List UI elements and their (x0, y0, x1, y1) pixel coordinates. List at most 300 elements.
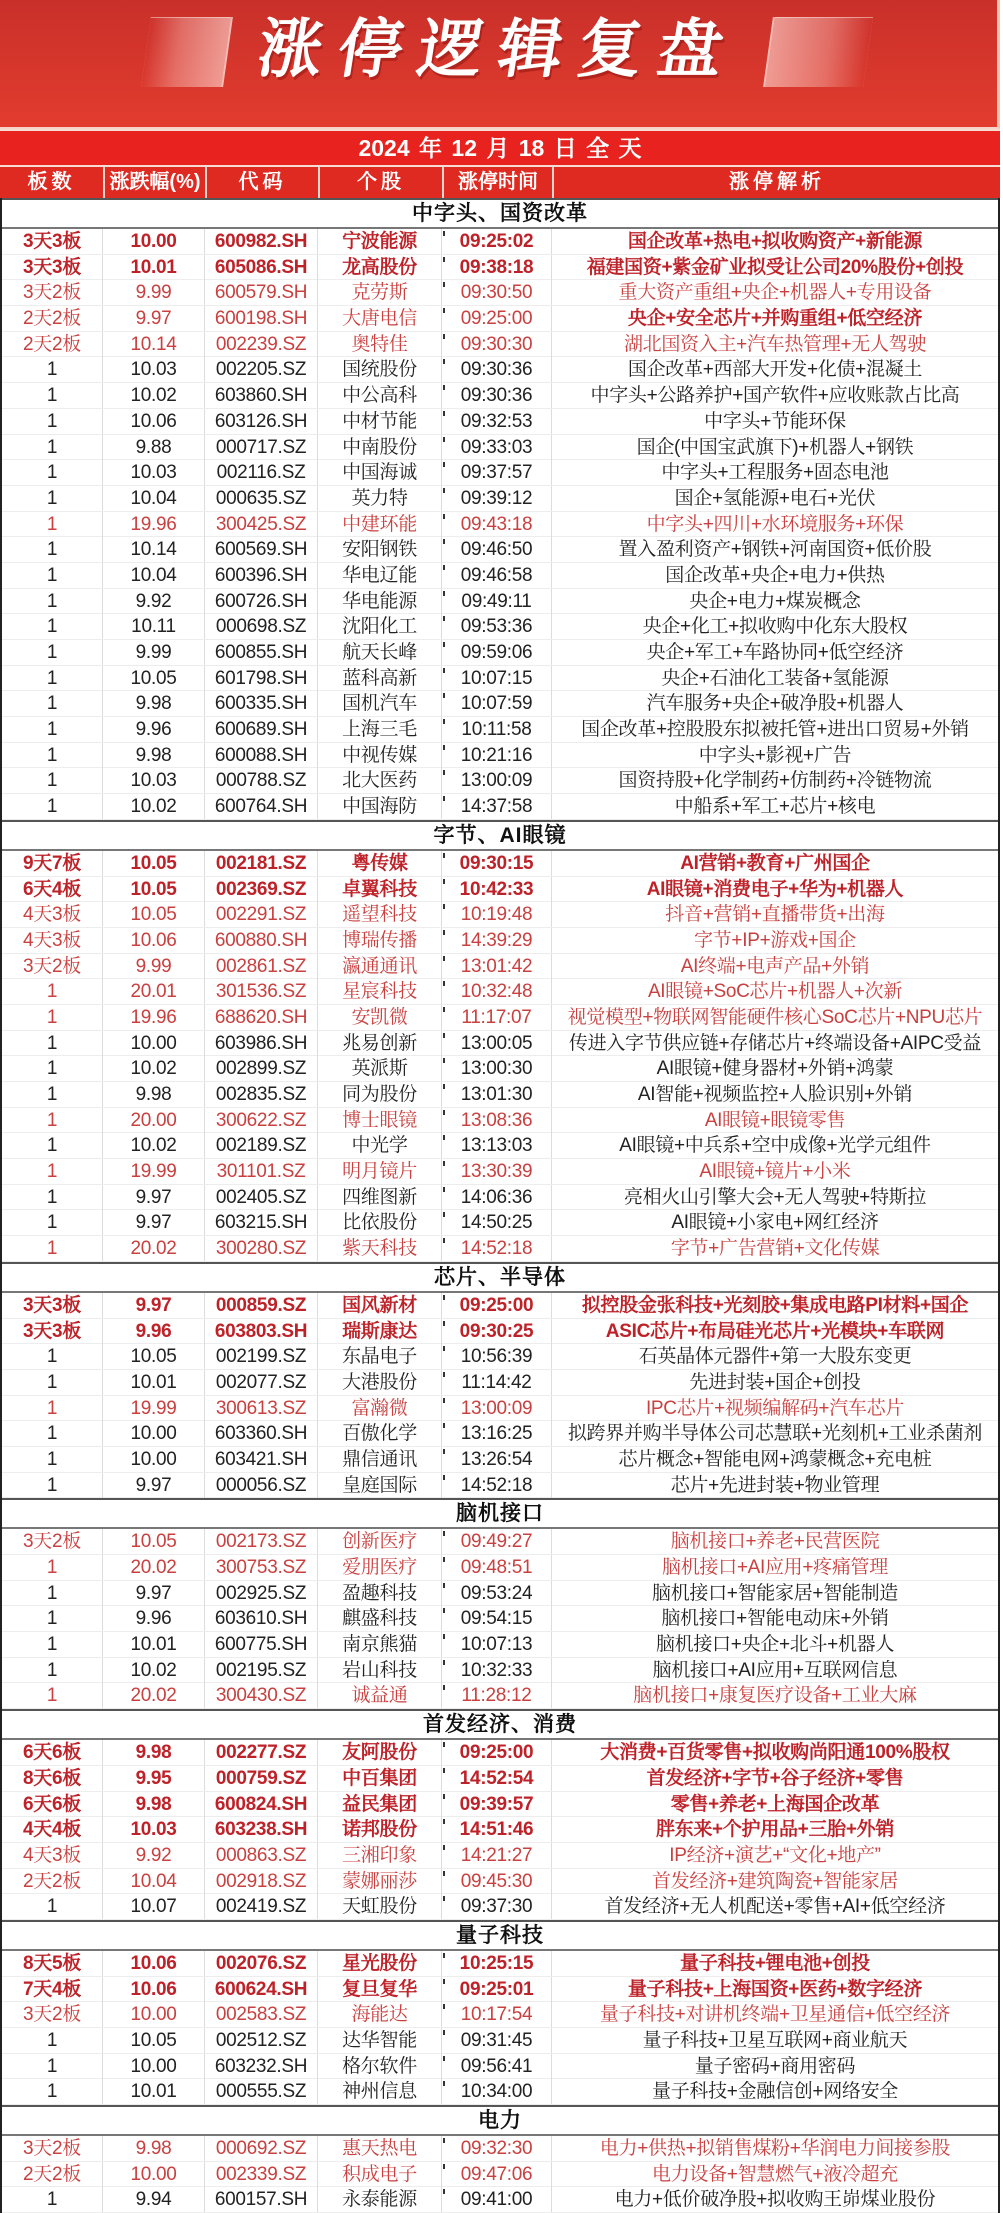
limit-up-analysis-cell: 首发经济+建筑陶瓷+智能家居 (652, 1870, 898, 1892)
page-title: 涨停逻辑复盘 (252, 13, 745, 87)
stock-row (2, 1210, 998, 1236)
change-percent-cell: 10.01 (103, 2079, 205, 2104)
limit-up-time-cell: 13:00:30 (442, 1056, 552, 1081)
limit-up-time-cell: 14:39:29 (442, 928, 552, 953)
limit-up-analysis-cell: 抖音+营销+直播带货+出海 (665, 904, 885, 926)
stock-name-cell: 中光学 (318, 1133, 442, 1158)
limit-up-time-cell: 09:30:30 (442, 332, 552, 357)
limit-up-analysis-cell: 国企改革+控股股东拟被托管+进出口贸易+外销 (581, 719, 969, 741)
stock-code-cell: 605086.SH (205, 255, 318, 280)
limit-up-time-cell: 14:51:46 (442, 1817, 552, 1842)
limit-up-time-cell: 09:25:01 (442, 1977, 552, 2002)
limit-up-time-cell: 11:28:12 (442, 1683, 552, 1708)
stock-code-cell: 000759.SZ (205, 1766, 318, 1791)
change-percent-cell: 10.06 (103, 1977, 205, 2002)
stock-row (2, 1658, 998, 1684)
change-percent-cell: 20.02 (103, 1683, 205, 1708)
limit-up-analysis-cell: 量子科技+卫星互联网+商业航天 (642, 2030, 908, 2051)
stock-code-cell: 002339.SZ (205, 2162, 318, 2187)
change-percent-cell: 9.97 (103, 1185, 205, 1210)
limit-up-time-cell: 13:16:25 (442, 1421, 552, 1446)
change-percent-cell: 10.03 (103, 1817, 205, 1842)
board-count-cell: 3天3板 (2, 229, 103, 254)
board-count-cell: 3天3板 (2, 255, 103, 280)
limit-up-analysis-cell: 字节+广告营销+文化传媒 (670, 1238, 880, 1260)
limit-up-analysis-cell: 国资持股+化学制药+仿制药+冷链物流 (618, 770, 932, 792)
limit-up-time-cell: 09:38:18 (442, 255, 552, 280)
stock-name-cell: 航天长峰 (318, 640, 442, 665)
change-percent-cell: 10.06 (103, 409, 205, 434)
change-percent-cell: 9.94 (103, 2187, 205, 2212)
stock-name-cell: 同为股份 (318, 1082, 442, 1107)
stock-row (2, 1082, 998, 1108)
sector-title: 芯片、半导体 (2, 1262, 998, 1293)
stock-row (2, 409, 998, 435)
stock-code-cell: 600088.SH (205, 743, 318, 768)
change-percent-cell: 9.98 (103, 1082, 205, 1107)
limit-up-time-cell: 09:25:02 (442, 229, 552, 254)
stock-code-cell: 000555.SZ (205, 2079, 318, 2104)
stock-name-cell: 南京熊猫 (318, 1632, 442, 1657)
change-percent-cell: 19.96 (103, 512, 205, 537)
change-percent-cell: 9.96 (103, 1319, 205, 1344)
stock-name-cell: 国统股份 (318, 357, 442, 382)
limit-up-time-cell: 13:08:36 (442, 1108, 552, 1133)
stock-code-cell: 000717.SZ (205, 435, 318, 460)
change-percent-cell: 10.05 (103, 2028, 205, 2053)
limit-up-time-cell: 10:21:16 (442, 743, 552, 768)
stock-row (2, 460, 998, 486)
stock-row (2, 1766, 998, 1792)
board-count-cell: 1 (2, 1581, 103, 1606)
stock-code-cell: 000788.SZ (205, 768, 318, 793)
limit-up-time-cell: 14:50:25 (442, 1210, 552, 1235)
stock-name-cell: 上海三毛 (318, 717, 442, 742)
limit-up-analysis-cell: 置入盈利资产+钢铁+河南国资+低价股 (618, 539, 932, 561)
column-header-board: 板数 (0, 167, 103, 198)
board-count-cell: 7天4板 (2, 1977, 103, 2002)
limit-up-analysis-cell: 传进入字节供应链+存储芯片+终端设备+AIPC受益 (568, 1032, 982, 1054)
change-percent-cell: 10.00 (103, 2162, 205, 2187)
limit-up-time-cell: 09:30:50 (442, 280, 552, 305)
limit-up-analysis-cell: 石英晶体元器件+第一大股东变更 (638, 1346, 912, 1368)
stock-row (2, 979, 998, 1005)
stock-row (2, 1108, 998, 1134)
board-count-cell: 1 (2, 1555, 103, 1580)
board-count-cell: 1 (2, 1005, 103, 1030)
limit-up-time-cell: 09:32:53 (442, 409, 552, 434)
limit-up-time-cell: 09:47:06 (442, 2162, 552, 2187)
board-count-cell: 1 (2, 1082, 103, 1107)
stock-code-cell: 002205.SZ (205, 357, 318, 382)
limit-up-analysis-cell: 央企+石油化工装备+氢能源 (661, 667, 889, 689)
board-count-cell: 1 (2, 717, 103, 742)
limit-up-time-cell: 13:26:54 (442, 1447, 552, 1472)
sector-title: 量子科技 (2, 1920, 998, 1951)
stock-code-cell: 300425.SZ (205, 512, 318, 537)
stock-row (2, 1792, 998, 1818)
stock-code-cell: 688620.SH (205, 1005, 318, 1030)
change-percent-cell: 19.99 (103, 1159, 205, 1184)
limit-up-time-cell: 09:30:15 (442, 851, 552, 876)
stock-name-cell: 达华智能 (318, 2028, 442, 2053)
change-percent-cell: 10.02 (103, 383, 205, 408)
limit-up-time-cell: 10:07:15 (442, 666, 552, 691)
stock-name-cell: 爱朋医疗 (318, 1555, 442, 1580)
limit-up-time-cell: 13:00:09 (442, 768, 552, 793)
stock-row (2, 306, 998, 332)
stock-code-cell: 002925.SZ (205, 1581, 318, 1606)
stock-name-cell: 瑞斯康达 (318, 1319, 442, 1344)
stock-row (2, 512, 998, 538)
board-count-cell: 1 (2, 1606, 103, 1631)
stock-name-cell: 富瀚微 (318, 1396, 442, 1421)
limit-up-analysis-cell: AI眼镜+健身器材+外销+鸿蒙 (656, 1058, 894, 1080)
limit-up-time-cell: 09:25:00 (442, 306, 552, 331)
stock-code-cell: 002918.SZ (205, 1869, 318, 1894)
stock-code-cell: 600880.SH (205, 928, 318, 953)
change-percent-cell: 10.01 (103, 255, 205, 280)
board-count-cell: 1 (2, 1370, 103, 1395)
stock-code-cell: 002405.SZ (205, 1185, 318, 1210)
change-percent-cell: 10.02 (103, 1056, 205, 1081)
stock-name-cell: 明月镜片 (318, 1159, 442, 1184)
sector-section (2, 820, 998, 1262)
stock-name-cell: 神州信息 (318, 2079, 442, 2104)
limit-up-analysis-cell: 芯片概念+智能电网+鸿蒙概念+充电桩 (618, 1448, 932, 1470)
limit-up-analysis-cell: 电力+供热+拟销售煤粉+华润电力间接参股 (599, 2138, 951, 2160)
board-count-cell: 4天3板 (2, 1843, 103, 1868)
stock-name-cell: 博士眼镜 (318, 1108, 442, 1133)
limit-up-time-cell: 13:30:39 (442, 1159, 552, 1184)
stock-code-cell: 600775.SH (205, 1632, 318, 1657)
stock-row (2, 1951, 998, 1977)
board-count-cell: 1 (2, 1056, 103, 1081)
board-count-cell: 2天2板 (2, 2162, 103, 2187)
limit-up-time-cell: 09:39:57 (442, 1792, 552, 1817)
limit-up-analysis-cell: 量子科技+锂电池+创投 (680, 1952, 870, 1974)
board-count-cell: 1 (2, 435, 103, 460)
board-count-cell: 3天3板 (2, 1319, 103, 1344)
stock-row (2, 1581, 998, 1607)
board-count-cell: 1 (2, 1658, 103, 1683)
change-percent-cell: 9.98 (103, 743, 205, 768)
stock-row (2, 229, 998, 255)
limit-up-analysis-cell: ASIC芯片+布局硅光芯片+光模块+车联网 (605, 1320, 945, 1342)
stock-name-cell: 永泰能源 (318, 2187, 442, 2212)
stock-code-cell: 603126.SH (205, 409, 318, 434)
banner-decoration-right (763, 17, 873, 87)
board-count-cell: 3天2板 (2, 1529, 103, 1554)
stock-name-cell: 卓翼科技 (318, 877, 442, 902)
stock-row (2, 768, 998, 794)
stock-name-cell: 紫天科技 (318, 1236, 442, 1261)
stock-code-cell: 603238.SH (205, 1817, 318, 1842)
stock-row (2, 1421, 998, 1447)
board-count-cell: 4天4板 (2, 1817, 103, 1842)
table-header (0, 165, 1000, 198)
stock-name-cell: 友阿股份 (318, 1740, 442, 1765)
stock-name-cell: 奥特佳 (318, 332, 442, 357)
board-count-cell: 3天2板 (2, 954, 103, 979)
stock-row (2, 1606, 998, 1632)
limit-up-analysis-cell: 电力设备+智慧燃气+液冷超充 (652, 2163, 898, 2185)
change-percent-cell: 9.98 (103, 2136, 205, 2161)
board-count-cell: 1 (2, 1108, 103, 1133)
stock-row (2, 666, 998, 692)
stock-code-cell: 600396.SH (205, 563, 318, 588)
column-header-analysis: 涨停解析 (552, 167, 1000, 198)
stock-name-cell: 华电能源 (318, 589, 442, 614)
stock-name-cell: 三湘印象 (318, 1843, 442, 1868)
stock-code-cell: 000692.SZ (205, 2136, 318, 2161)
sector-title: 字节、AI眼镜 (2, 820, 998, 851)
board-count-cell: 1 (2, 486, 103, 511)
stock-name-cell: 海能达 (318, 2002, 442, 2027)
change-percent-cell: 10.05 (103, 877, 205, 902)
board-count-cell: 1 (2, 640, 103, 665)
stock-code-cell: 002861.SZ (205, 954, 318, 979)
limit-up-time-cell: 13:00:09 (442, 1396, 552, 1421)
stock-row (2, 640, 998, 666)
change-percent-cell: 10.00 (103, 1421, 205, 1446)
change-percent-cell: 10.05 (103, 1529, 205, 1554)
stock-row (2, 1293, 998, 1319)
stock-name-cell: 益民集团 (318, 1792, 442, 1817)
limit-up-time-cell: 11:17:07 (442, 1005, 552, 1030)
stock-row (2, 1031, 998, 1057)
stock-code-cell: 603215.SH (205, 1210, 318, 1235)
limit-up-analysis-cell: AI眼镜+小家电+网红经济 (671, 1212, 879, 1234)
stock-name-cell: 中建环能 (318, 512, 442, 537)
board-count-cell: 1 (2, 460, 103, 485)
stock-code-cell: 002199.SZ (205, 1344, 318, 1369)
stock-code-cell: 002277.SZ (205, 1740, 318, 1765)
stock-name-cell: 瀛通通讯 (318, 954, 442, 979)
stock-code-cell: 600824.SH (205, 1792, 318, 1817)
board-count-cell: 2天2板 (2, 1869, 103, 1894)
limit-up-analysis-cell: 零售+养老+上海国企改革 (670, 1793, 880, 1815)
stock-row (2, 743, 998, 769)
change-percent-cell: 10.02 (103, 794, 205, 819)
stock-row (2, 1473, 998, 1499)
limit-up-time-cell: 14:52:18 (442, 1236, 552, 1261)
stock-code-cell: 300280.SZ (205, 1236, 318, 1261)
board-count-cell: 1 (2, 2054, 103, 2079)
change-percent-cell: 20.00 (103, 1108, 205, 1133)
stock-code-cell: 600335.SH (205, 691, 318, 716)
change-percent-cell: 9.92 (103, 1843, 205, 1868)
change-percent-cell: 10.04 (103, 1869, 205, 1894)
limit-up-time-cell: 09:37:57 (442, 460, 552, 485)
change-percent-cell: 10.03 (103, 357, 205, 382)
sector-section (2, 1262, 998, 1499)
change-percent-cell: 10.00 (103, 2054, 205, 2079)
stock-code-cell: 301536.SZ (205, 979, 318, 1004)
board-count-cell: 1 (2, 768, 103, 793)
board-count-cell: 4天3板 (2, 928, 103, 953)
board-count-cell: 1 (2, 1447, 103, 1472)
limit-up-time-cell: 09:53:24 (442, 1581, 552, 1606)
stock-name-cell: 英力特 (318, 486, 442, 511)
limit-up-time-cell: 10:11:58 (442, 717, 552, 742)
limit-up-analysis-cell: 拟控股金张科技+光刻胶+集成电路PI材料+国企 (581, 1294, 969, 1316)
stock-row (2, 357, 998, 383)
limit-up-time-cell: 09:43:18 (442, 512, 552, 537)
limit-up-analysis-cell: 芯片+先进封装+物业管理 (670, 1474, 880, 1496)
stock-row (2, 1159, 998, 1185)
stock-code-cell: 002835.SZ (205, 1082, 318, 1107)
limit-up-time-cell: 10:32:33 (442, 1658, 552, 1683)
board-count-cell: 8天5板 (2, 1951, 103, 1976)
limit-up-analysis-cell: 量子密码+商用密码 (694, 2055, 856, 2077)
stock-row (2, 1843, 998, 1869)
board-count-cell: 2天2板 (2, 306, 103, 331)
stock-name-cell: 中国海防 (318, 794, 442, 819)
stock-row (2, 1817, 998, 1843)
stock-row (2, 1396, 998, 1422)
date-line: 2024 年 12 月 18 日 全 天 (0, 131, 1000, 165)
change-percent-cell: 20.01 (103, 979, 205, 1004)
limit-up-analysis-cell: 首发经济+无人机配送+零售+AI+低空经济 (604, 1896, 946, 1918)
limit-up-time-cell: 09:25:00 (442, 1293, 552, 1318)
board-count-cell: 3天2板 (2, 280, 103, 305)
change-percent-cell: 9.95 (103, 1766, 205, 1791)
stock-code-cell: 002369.SZ (205, 877, 318, 902)
limit-up-analysis-cell: 脑机接口+AI应用+疼痛管理 (662, 1557, 888, 1578)
change-percent-cell: 9.92 (103, 589, 205, 614)
change-percent-cell: 9.97 (103, 1293, 205, 1318)
change-percent-cell: 10.07 (103, 1894, 205, 1919)
limit-up-analysis-cell: 先进封装+国企+创投 (689, 1371, 861, 1393)
stock-row (2, 1869, 998, 1895)
change-percent-cell: 19.99 (103, 1396, 205, 1421)
limit-up-time-cell: 09:41:00 (442, 2187, 552, 2212)
change-percent-cell: 10.01 (103, 1370, 205, 1395)
sector-section (2, 2105, 998, 2213)
stock-code-cell: 600579.SH (205, 280, 318, 305)
limit-up-time-cell: 14:52:18 (442, 1473, 552, 1498)
stock-name-cell: 星光股份 (318, 1951, 442, 1976)
board-count-cell: 1 (2, 2079, 103, 2104)
stock-row (2, 332, 998, 358)
limit-up-analysis-cell: 亮相火山引擎大会+无人驾驶+特斯拉 (623, 1186, 927, 1208)
stock-row (2, 1319, 998, 1345)
change-percent-cell: 10.03 (103, 768, 205, 793)
sector-section (2, 1709, 998, 1920)
stock-code-cell: 002583.SZ (205, 2002, 318, 2027)
stock-code-cell: 002116.SZ (205, 460, 318, 485)
limit-up-analysis-cell: 脑机接口+央企+北斗+机器人 (655, 1634, 895, 1656)
stock-name-cell: 创新医疗 (318, 1529, 442, 1554)
board-count-cell: 9天7板 (2, 851, 103, 876)
stock-code-cell: 600569.SH (205, 537, 318, 562)
stock-table (0, 198, 1000, 2213)
stock-code-cell: 000859.SZ (205, 1293, 318, 1318)
stock-code-cell: 002173.SZ (205, 1529, 318, 1554)
stock-code-cell: 600855.SH (205, 640, 318, 665)
limit-up-time-cell: 13:01:42 (442, 954, 552, 979)
stock-row (2, 717, 998, 743)
stock-code-cell: 002512.SZ (205, 2028, 318, 2053)
limit-up-time-cell: 09:30:25 (442, 1319, 552, 1344)
stock-name-cell: 大唐电信 (318, 306, 442, 331)
limit-up-time-cell: 13:00:05 (442, 1031, 552, 1056)
limit-up-time-cell: 09:46:58 (442, 563, 552, 588)
limit-up-analysis-cell: 量子科技+上海国资+医药+数字经济 (627, 1978, 923, 2000)
stock-row (2, 1185, 998, 1211)
stock-code-cell: 300613.SZ (205, 1396, 318, 1421)
change-percent-cell: 9.97 (103, 1581, 205, 1606)
board-count-cell: 1 (2, 589, 103, 614)
stock-name-cell: 比依股份 (318, 1210, 442, 1235)
limit-up-analysis-cell: 中字头+节能环保 (704, 410, 846, 432)
stock-name-cell: 华电辽能 (318, 563, 442, 588)
limit-up-time-cell: 14:37:58 (442, 794, 552, 819)
stock-row (2, 2162, 998, 2188)
stock-row (2, 435, 998, 461)
stock-code-cell: 600982.SH (205, 229, 318, 254)
limit-up-time-cell: 09:45:30 (442, 1869, 552, 1894)
limit-up-analysis-cell: 首发经济+字节+谷子经济+零售 (646, 1767, 904, 1789)
board-count-cell: 1 (2, 2028, 103, 2053)
board-count-cell: 1 (2, 1031, 103, 1056)
stock-name-cell: 龙高股份 (318, 255, 442, 280)
limit-up-analysis-cell: 中字头+影视+广告 (698, 744, 852, 766)
stock-code-cell: 300622.SZ (205, 1108, 318, 1133)
stock-code-cell: 000056.SZ (205, 1473, 318, 1498)
limit-up-time-cell: 09:49:27 (442, 1529, 552, 1554)
stock-row (2, 255, 998, 281)
stock-code-cell: 002077.SZ (205, 1370, 318, 1395)
stock-row (2, 1005, 998, 1031)
stock-name-cell: 中南股份 (318, 435, 442, 460)
change-percent-cell: 10.00 (103, 1447, 205, 1472)
limit-up-analysis-cell: IPC芯片+视频编解码+汽车芯片 (645, 1397, 905, 1419)
limit-up-time-cell: 10:07:13 (442, 1632, 552, 1657)
change-percent-cell: 10.05 (103, 1344, 205, 1369)
limit-up-analysis-cell: 国企(中国宝武旗下)+机器人+钢铁 (636, 436, 914, 458)
stock-row (2, 1236, 998, 1262)
stock-row (2, 1632, 998, 1658)
limit-up-analysis-cell: 中字头+工程服务+固态电池 (661, 462, 889, 484)
limit-up-analysis-cell: AI终端+电声产品+外销 (680, 955, 870, 977)
column-header-name: 个股 (318, 167, 442, 198)
sector-rows (2, 1529, 998, 1709)
board-count-cell: 1 (2, 2187, 103, 2212)
stock-row (2, 2136, 998, 2162)
stock-name-cell: 天虹股份 (318, 1894, 442, 1919)
board-count-cell: 1 (2, 1210, 103, 1235)
stock-code-cell: 603803.SH (205, 1319, 318, 1344)
board-count-cell: 1 (2, 563, 103, 588)
limit-up-analysis-cell: AI智能+视频监控+人脸识别+外销 (637, 1084, 913, 1105)
stock-name-cell: 北大医药 (318, 768, 442, 793)
stock-name-cell: 诺邦股份 (318, 1817, 442, 1842)
stock-name-cell: 国风新材 (318, 1293, 442, 1318)
stock-name-cell: 惠天热电 (318, 2136, 442, 2161)
limit-up-time-cell: 09:49:11 (442, 589, 552, 614)
change-percent-cell: 9.99 (103, 280, 205, 305)
change-percent-cell: 9.97 (103, 1210, 205, 1235)
board-count-cell: 1 (2, 1894, 103, 1919)
stock-row (2, 794, 998, 820)
change-percent-cell: 9.97 (103, 306, 205, 331)
sector-section (2, 1498, 998, 1709)
limit-up-analysis-cell: 中船系+军工+芯片+核电 (674, 796, 876, 818)
limit-up-time-cell: 09:48:51 (442, 1555, 552, 1580)
change-percent-cell: 10.02 (103, 1658, 205, 1683)
